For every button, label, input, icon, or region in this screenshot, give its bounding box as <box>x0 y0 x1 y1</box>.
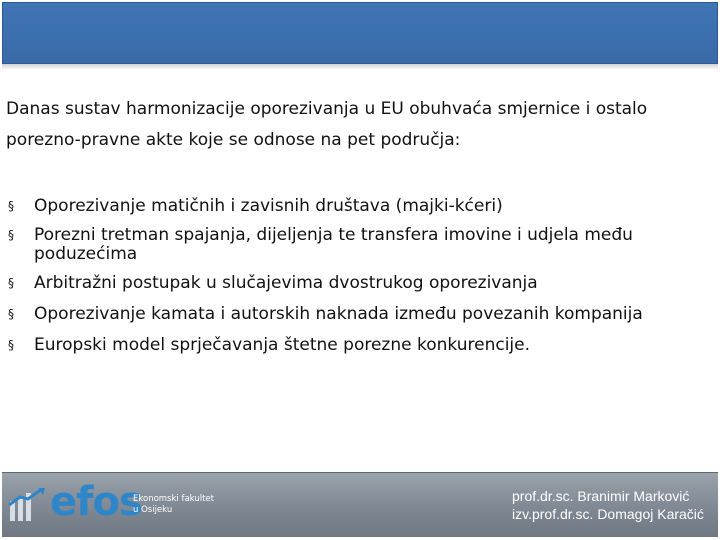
list-item-text: Oporezivanje kamata i autorskih naknada između povezanih kompanija <box>34 304 643 324</box>
list-item-text-continued: poduzećima <box>34 244 138 264</box>
bullet-marker-icon: § <box>8 228 14 242</box>
logo-subtitle-line-1: Ekonomski fakultet <box>133 494 214 504</box>
authors <box>512 487 708 523</box>
list-item <box>8 192 708 221</box>
efos-logo <box>8 481 223 527</box>
bullet-marker-icon: § <box>8 199 14 213</box>
intro-line-2: porezno-pravne akte koje se odnose na pet područja: <box>6 130 461 150</box>
list-item-text: Europski model sprječavanja štetne porezne konkurencije. <box>34 335 530 355</box>
list-item-text: Oporezivanje matičnih i zavisnih društava (majki-kćeri) <box>34 196 503 216</box>
list-item <box>8 331 708 360</box>
title-bar-shadow <box>2 64 718 70</box>
list-item-text: Arbitražni postupak u slučajevima dvostrukog oporezivanja <box>34 273 538 293</box>
author-1: prof.dr.sc. Branimir Marković <box>512 488 690 504</box>
title-bar <box>2 2 718 64</box>
bar-chart-logo-icon <box>8 487 48 523</box>
list-item <box>8 269 708 298</box>
logo-subtitle-line-2: u Osijeku <box>133 505 173 515</box>
logo-subtitle <box>133 494 233 516</box>
bullet-list <box>8 192 708 360</box>
intro-paragraph <box>6 94 706 156</box>
author-2: izv.prof.dr.sc. Domagoj Karačić <box>512 506 704 522</box>
bullet-marker-icon: § <box>8 338 14 352</box>
list-item <box>8 221 708 265</box>
logo-wordmark: efos <box>50 479 142 525</box>
footer-bar <box>2 472 718 537</box>
bullet-marker-icon: § <box>8 307 14 321</box>
intro-line-1: Danas sustav harmonizacije oporezivanja u EU obuhvaća smjernice i ostalo <box>6 99 648 119</box>
bullet-marker-icon: § <box>8 276 14 290</box>
list-item-text: Porezni tretman spajanja, dijeljenja te transfera imovine i udjela među <box>34 225 633 245</box>
list-item <box>8 300 708 329</box>
